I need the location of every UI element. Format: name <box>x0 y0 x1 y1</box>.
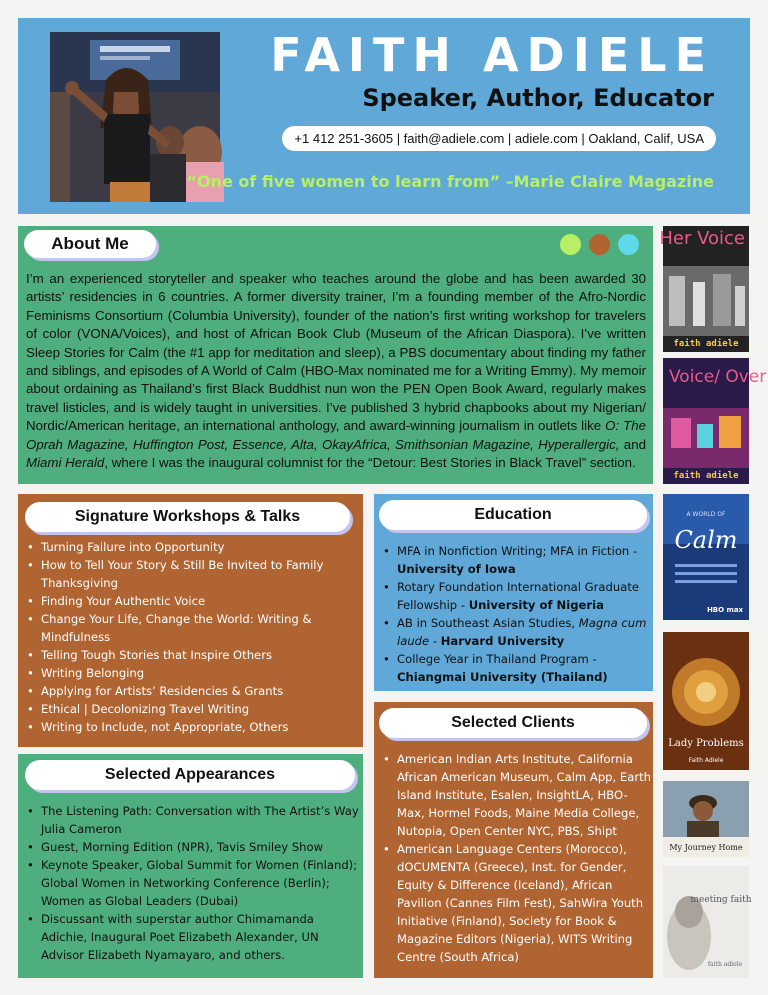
contact-info: +1 412 251-3605 | faith@adiele.com | adiele.com | Oakland, Calif, USA <box>282 126 716 151</box>
svg-text:faith adiele: faith adiele <box>707 961 743 968</box>
dot-orange <box>589 234 610 255</box>
list-item: • Turning Failure into Opportunity <box>23 538 359 556</box>
svg-text:faith adiele: faith adiele <box>673 471 739 481</box>
list-item: • Telling Tough Stories that Inspire Others <box>23 646 359 664</box>
book-cover-lady-problems <box>663 632 749 770</box>
clients-section <box>374 702 653 978</box>
education-list <box>379 542 651 686</box>
book-cover-voice-over <box>663 358 767 484</box>
list-item: • MFA in Nonfiction Writing; MFA in Fiction - University of Iowa <box>379 542 651 578</box>
about-text: I’m an experienced storyteller and speaker who teaches around the globe and has been awarded 30 artists’ residencies in 6 countries. A former diversity trainer, I’m a founding member of the Afro-Nordic Feminisms Consortium (Columbia University), founder of the nation’s first writing workshop for travelers of color (VONA/Voices), and host of African Book Club (Museum of the African Diaspora). I’ve written Sleep Stories for Calm (the #1 app for meditation and sleep), a PBS documentary about finding my father and siblings, and episodes of A World of Calm (HBO-Max nominated me for a Writing Emmy). My memoir about ordaining as Thailand’s first Black Buddhist nun won the PEN Open Book Award, regularly makes travel listicles, and is widely taught in universities. I’ve published 3 hybrid chapbooks about my Nigerian/ Nordic/American heritage, an international anthology, and award-winning journalism in outlets like O: The Oprah Magazine, Huffington Post, Essence, Alta, OkayAfrica, Smithsonian Magazine, Hyperallergic, and Miami Herald, where I was the inaugural columnist for the “Detour: Best Stories in Black Travel” section. <box>26 271 646 471</box>
svg-text:Faith Adiele: Faith Adiele <box>688 757 724 764</box>
list-item: • American Indian Arts Institute, California African American Museum, Calm App, Earth Island Institute, Esalen, InsightLA, HBO-Max, Hormel Foods, Maine Media College, Nutopia, Open Center NYC, PBS, Shipt <box>379 750 651 840</box>
workshops-title: Signature Workshops & Talks <box>25 502 350 532</box>
speaker-tagline: Speaker, Author, Educator <box>362 84 714 112</box>
list-item: • Ethical | Decolonizing Travel Writing <box>23 700 359 718</box>
clients-list <box>379 750 651 966</box>
decorative-dots <box>560 234 639 255</box>
workshops-section <box>18 494 363 747</box>
press-quote: “One of five women to learn from” –Marie Claire Magazine <box>186 172 714 191</box>
book-cover-calm <box>663 494 749 620</box>
list-item: • Guest, Morning Edition (NPR), Tavis Smiley Show <box>23 838 361 856</box>
appearances-section <box>18 754 363 978</box>
book-cover-meeting-faith <box>663 866 752 978</box>
book-cover-my-journey-home <box>663 781 749 857</box>
about-section <box>18 226 653 484</box>
dot-lime <box>560 234 581 255</box>
appearances-list <box>23 802 361 964</box>
svg-text:Lady Problems: Lady Problems <box>668 738 744 749</box>
svg-text:meeting faith: meeting faith <box>690 895 752 905</box>
book-cover-her-voice <box>659 226 749 352</box>
list-item: • Change Your Life, Change the World: Writing & Mindfulness <box>23 610 359 646</box>
list-item: • Discussant with superstar author Chimamanda Adichie, Inaugural Poet Elizabeth Alexander, UN Advisor Elizabeth Nyamayaro, and others. <box>23 910 361 964</box>
svg-text:A WORLD OF: A WORLD OF <box>686 511 726 518</box>
appearances-title: Selected Appearances <box>25 760 355 790</box>
list-item: • AB in Southeast Asian Studies, Magna cum laude - Harvard University <box>379 614 651 650</box>
school-name: Chiangmai University (Thailand) <box>397 670 608 684</box>
about-title: About Me <box>24 230 156 258</box>
list-item: • Writing to Include, not Appropriate, Others <box>23 718 359 736</box>
list-item: • How to Tell Your Story & Still Be Invited to Family Thanksgiving <box>23 556 359 592</box>
header-banner <box>18 18 750 214</box>
education-section <box>374 494 653 691</box>
list-item: • American Language Centers (Morocco), dOCUMENTA (Greece), Inst. for Gender, Equity & Difference (Iceland), African Pavilion (Cannes Film Fest), SahWira Youth Initiative (Finland), Society for Book & Magazine Editors (Nigeria), WITS Writing Centre (South Africa) <box>379 840 651 966</box>
svg-text:HBO max: HBO max <box>706 606 744 614</box>
speaker-name: FAITH ADIELE <box>270 28 714 82</box>
list-item: • Applying for Artists’ Residencies & Grants <box>23 682 359 700</box>
list-item: • Finding Your Authentic Voice <box>23 592 359 610</box>
svg-text:faith adiele: faith adiele <box>673 339 739 349</box>
svg-text:Her Voice: Her Voice <box>659 228 745 249</box>
school-name: University of Iowa <box>397 562 516 576</box>
education-title: Education <box>379 500 647 530</box>
school-name: Harvard University <box>440 634 565 648</box>
list-item: • Rotary Foundation International Graduate Fellowship - University of Nigeria <box>379 578 651 614</box>
svg-text:Calm: Calm <box>674 526 738 554</box>
school-name: University of Nigeria <box>468 598 604 612</box>
dot-cyan <box>618 234 639 255</box>
outlet-miami-herald: Miami Herald <box>26 455 105 471</box>
list-item: • Keynote Speaker, Global Summit for Women (Finland); Global Women in Networking Conference (Berlin); Women as Global Leaders (Dubai) <box>23 856 361 910</box>
workshops-list <box>23 538 359 736</box>
list-item: • The Listening Path: Conversation with The Artist’s Way Julia Cameron <box>23 802 361 838</box>
svg-text:Voice/ Over: Voice/ Over <box>669 367 767 387</box>
clients-title: Selected Clients <box>379 708 647 738</box>
list-item: • College Year in Thailand Program - Chiangmai University (Thailand) <box>379 650 651 686</box>
outlets-list: O: The Oprah Magazine, Huffington Post, Essence, Alta, OkayAfrica, Smithsonian Magazine, Hyperallergic, <box>26 418 646 452</box>
list-item: • Writing Belonging <box>23 664 359 682</box>
svg-text:My Journey Home: My Journey Home <box>669 843 743 852</box>
